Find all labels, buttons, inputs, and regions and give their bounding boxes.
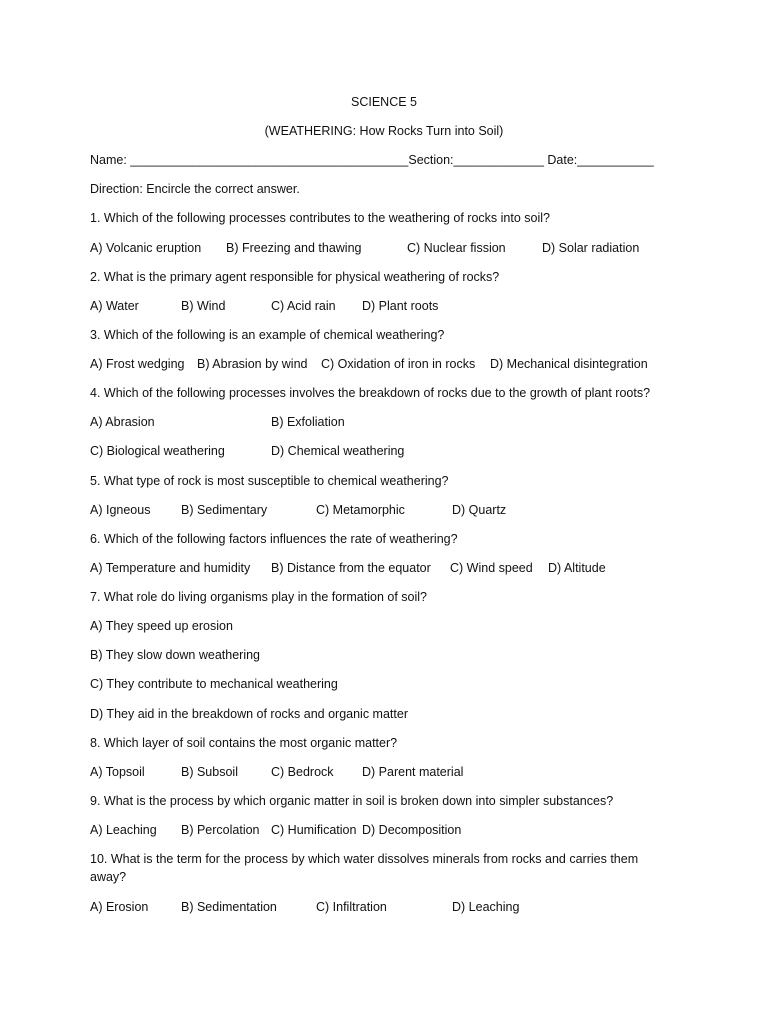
option: A) Abrasion <box>90 415 155 429</box>
option: B) Freezing and thawing <box>226 241 362 255</box>
option: A) Temperature and humidity <box>90 561 251 575</box>
option: A) They speed up erosion <box>90 619 233 633</box>
option: B) Wind <box>181 299 226 313</box>
topic-subtitle: (WEATHERING: How Rocks Turn into Soil) <box>264 124 504 138</box>
option: A) Water <box>90 299 139 313</box>
question-9: 9. What is the process by which organic matter in soil is broken down into simpler substances? <box>90 794 614 808</box>
student-info-line: Name: ________________________________________Section:_____________ Date:___________ <box>90 153 654 167</box>
option: A) Topsoil <box>90 765 145 779</box>
option: B) Subsoil <box>181 765 238 779</box>
question-1: 1. Which of the following processes contributes to the weathering of rocks into soil? <box>90 211 550 225</box>
option: D) Solar radiation <box>542 241 640 255</box>
option: B) Abrasion by wind <box>197 357 308 371</box>
option: C) Bedrock <box>271 765 334 779</box>
option: C) Biological weathering <box>90 444 225 458</box>
option: C) Nuclear fission <box>407 241 506 255</box>
option: C) Wind speed <box>450 561 533 575</box>
subject-title: SCIENCE 5 <box>351 95 417 109</box>
option: A) Leaching <box>90 823 157 837</box>
option: B) Sedimentation <box>181 900 277 914</box>
question-3: 3. Which of the following is an example of chemical weathering? <box>90 328 445 342</box>
option: D) Leaching <box>452 900 520 914</box>
question-4: 4. Which of the following processes involves the breakdown of rocks due to the growth of plant roots? <box>90 386 651 400</box>
option: B) Percolation <box>181 823 260 837</box>
option: C) Acid rain <box>271 299 336 313</box>
option: D) Altitude <box>548 561 606 575</box>
question-10-continued: away? <box>90 870 127 884</box>
option: D) Quartz <box>452 503 507 517</box>
option: D) Decomposition <box>362 823 462 837</box>
question-7: 7. What role do living organisms play in the formation of soil? <box>90 590 427 604</box>
question-6: 6. Which of the following factors influences the rate of weathering? <box>90 532 458 546</box>
option: C) Metamorphic <box>316 503 405 517</box>
option: A) Igneous <box>90 503 151 517</box>
directions: Direction: Encircle the correct answer. <box>90 182 300 196</box>
option: D) Mechanical disintegration <box>490 357 648 371</box>
option: D) Plant roots <box>362 299 439 313</box>
question-5: 5. What type of rock is most susceptible to chemical weathering? <box>90 474 449 488</box>
option: C) Infiltration <box>316 900 387 914</box>
option: C) They contribute to mechanical weathering <box>90 677 338 691</box>
option: A) Frost wedging <box>90 357 185 371</box>
option: B) Sedimentary <box>181 503 268 517</box>
question-10: 10. What is the term for the process by which water dissolves minerals from rocks and carries them <box>90 852 639 866</box>
option: A) Volcanic eruption <box>90 241 202 255</box>
option: C) Oxidation of iron in rocks <box>321 357 476 371</box>
option: B) They slow down weathering <box>90 648 260 662</box>
option: A) Erosion <box>90 900 149 914</box>
option: C) Humification <box>271 823 357 837</box>
question-2: 2. What is the primary agent responsible for physical weathering of rocks? <box>90 270 500 284</box>
option: B) Distance from the equator <box>271 561 431 575</box>
option: D) They aid in the breakdown of rocks and organic matter <box>90 707 408 721</box>
option: B) Exfoliation <box>271 415 345 429</box>
option: D) Chemical weathering <box>271 444 405 458</box>
question-8: 8. Which layer of soil contains the most organic matter? <box>90 736 398 750</box>
option: D) Parent material <box>362 765 464 779</box>
